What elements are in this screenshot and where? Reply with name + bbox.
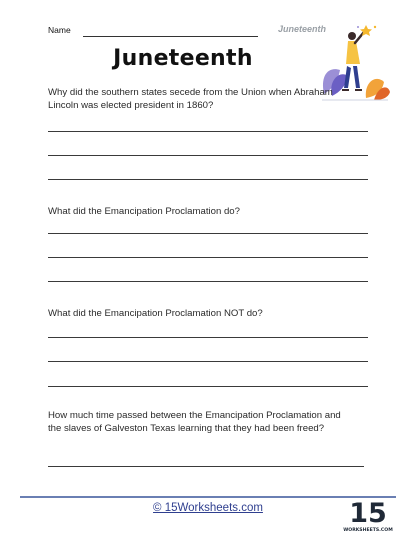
answer-line[interactable] (48, 155, 368, 156)
subject-label: Juneteenth (278, 24, 327, 34)
name-row (48, 25, 348, 39)
answer-line[interactable] (48, 361, 368, 362)
15worksheets-logo-icon (343, 494, 393, 534)
copyright-link[interactable]: © 15Worksheets.com (153, 502, 263, 514)
logo-caption: WORKSHEETS.COM (343, 528, 393, 533)
answer-line[interactable] (48, 386, 368, 387)
question-3: What did the Emancipation Proclamation NOT do? (48, 308, 263, 319)
answer-line[interactable] (48, 466, 364, 467)
page-title: Juneteenth (113, 46, 253, 71)
answer-line[interactable] (48, 281, 368, 282)
question-1: Why did the southern states secede from the Union when Abraham Lincoln was elected president in 1860? (48, 87, 333, 111)
answer-line[interactable] (48, 337, 368, 338)
name-field-line[interactable] (83, 36, 258, 37)
question-2: What did the Emancipation Proclamation do? (48, 206, 240, 217)
answer-line[interactable] (48, 257, 368, 258)
answer-line[interactable] (48, 131, 368, 132)
footer-rule (20, 496, 396, 498)
question-4: How much time passed between the Emancipation Proclamation and the slaves of Galveston Texas learning that they had been freed? (48, 410, 341, 434)
answer-line[interactable] (48, 179, 368, 180)
logo-number: 15 (349, 498, 387, 529)
answer-line[interactable] (48, 233, 368, 234)
name-label: Name (48, 25, 71, 35)
